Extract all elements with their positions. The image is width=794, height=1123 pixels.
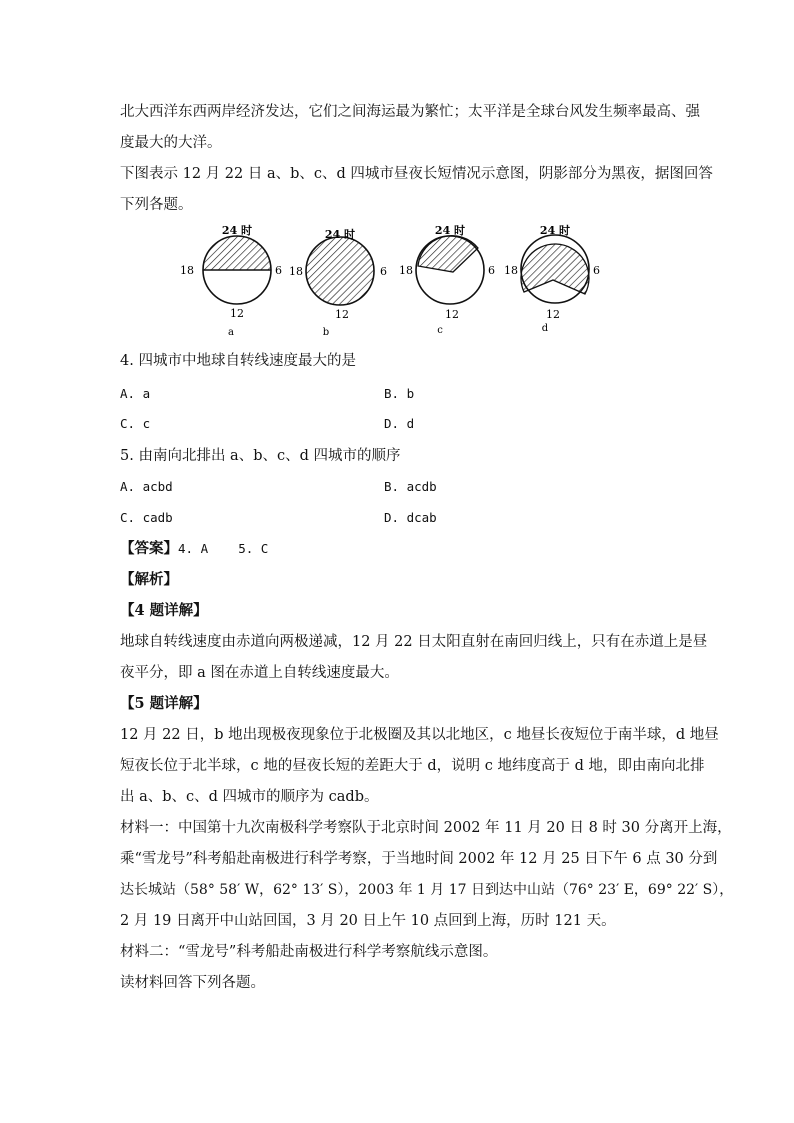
q5-stem: 5. 由南向北排出 a、b、c、d 四城市的顺序 bbox=[120, 448, 401, 464]
left-label-b: 18 bbox=[289, 265, 303, 278]
question-intro-line-2: 下列各题。 bbox=[120, 197, 193, 213]
diagram-b bbox=[289, 227, 387, 338]
caption-b: b bbox=[322, 327, 330, 338]
top-label-c: 24 时 bbox=[434, 224, 466, 237]
q5-option-a[interactable]: A. acbd bbox=[120, 479, 173, 494]
caption-c: c bbox=[437, 325, 443, 336]
answer-line bbox=[120, 539, 268, 559]
material-1-line-4: 2 月 19 日离开中山站回国，3 月 20 日上午 10 点回到上海，历时 121 天。 bbox=[120, 913, 616, 929]
q5-detail-line-3: 出 a、b、c、d 四城市的顺序为 cadb。 bbox=[120, 789, 379, 805]
left-label-c: 18 bbox=[399, 264, 413, 277]
q5-option-d[interactable]: D. dcab bbox=[384, 510, 437, 525]
diagram-d bbox=[504, 223, 600, 334]
intro-line-2: 度最大的大洋。 bbox=[120, 135, 222, 151]
bottom-label-a: 12 bbox=[230, 307, 244, 320]
question-intro-line-1: 下图表示 12 月 22 日 a、b、c、d 四城市昼夜长短情况示意图，阴影部分为黑夜，据图回答 bbox=[120, 166, 713, 182]
q4-option-c[interactable]: C. c bbox=[120, 416, 151, 431]
read-prompt: 读材料回答下列各题。 bbox=[120, 975, 265, 991]
answer-text: 4. A 5. C bbox=[178, 541, 269, 556]
diagram-c bbox=[399, 223, 495, 336]
q4-option-d[interactable]: D. d bbox=[384, 416, 415, 431]
q5-option-b[interactable]: B. acdb bbox=[384, 479, 437, 494]
night-shade-b bbox=[306, 237, 374, 305]
material-2: 材料二：“雪龙号”科考船赴南极进行科学考察航线示意图。 bbox=[120, 944, 498, 960]
q4-stem: 4. 四城市中地球自转线速度最大的是 bbox=[120, 353, 356, 369]
q5-option-c[interactable]: C. cadb bbox=[120, 510, 173, 525]
material-1-line-1: 材料一：中国第十九次南极科学考察队于北京时间 2002 年 11 月 20 日 8 时 30 分离开上海， bbox=[120, 820, 732, 836]
q5-detail-title: 【5 题详解】 bbox=[120, 695, 208, 712]
material-1-line-3: 达长城站（58° 58′ W，62° 13′ S），2003 年 1 月 17 日到达中山站（76° 23′ E，69° 22′ S）， bbox=[120, 882, 734, 898]
answer-label: 【答案】 bbox=[120, 540, 178, 557]
day-night-diagram bbox=[180, 222, 615, 340]
bottom-label-d: 12 bbox=[546, 308, 560, 321]
right-label-b: 6 bbox=[380, 265, 387, 278]
q4-detail-line-1: 地球自转线速度由赤道向两极递减，12 月 22 日太阳直射在南回归线上，只有在赤道上是昼 bbox=[120, 634, 708, 650]
top-label-a: 24 时 bbox=[221, 224, 253, 237]
left-label-a: 18 bbox=[180, 264, 194, 277]
intro-line-1: 北大西洋东西两岸经济发达，它们之间海运最为繁忙；太平洋是全球台风发生频率最高、强 bbox=[120, 104, 700, 120]
bottom-label-c: 12 bbox=[445, 308, 459, 321]
diagram-a bbox=[180, 223, 282, 338]
right-label-c: 6 bbox=[488, 264, 495, 277]
material-1-line-2: 乘“雪龙号”科考船赴南极进行科学考察，于当地时间 2002 年 12 月 25 日下午 6 点 30 分到 bbox=[120, 851, 718, 867]
analysis-label: 【解析】 bbox=[120, 571, 178, 588]
left-label-d: 18 bbox=[504, 264, 518, 277]
q4-detail-line-2: 夜平分，即 a 图在赤道上自转线速度最大。 bbox=[120, 665, 399, 681]
q4-detail-title: 【4 题详解】 bbox=[120, 602, 208, 619]
night-shade-a bbox=[203, 236, 271, 270]
top-label-b: 24 时 bbox=[324, 228, 356, 241]
night-shade-d bbox=[521, 244, 589, 294]
right-label-a: 6 bbox=[275, 264, 282, 277]
q4-option-b[interactable]: B. b bbox=[384, 386, 415, 401]
top-label-d: 24 时 bbox=[539, 224, 571, 237]
bottom-label-b: 12 bbox=[335, 308, 349, 321]
q5-detail-line-1: 12 月 22 日，b 地出现极夜现象位于北极圈及其以北地区，c 地昼长夜短位于南半球，d 地昼 bbox=[120, 727, 719, 743]
caption-a: a bbox=[228, 327, 234, 338]
caption-d: d bbox=[541, 323, 549, 334]
right-label-d: 6 bbox=[593, 264, 600, 277]
q4-option-a[interactable]: A. a bbox=[120, 386, 151, 401]
q5-detail-line-2: 短夜长位于北半球，c 地的昼夜长短的差距大于 d，说明 c 地纬度高于 d 地，即由南向北排 bbox=[120, 758, 705, 774]
